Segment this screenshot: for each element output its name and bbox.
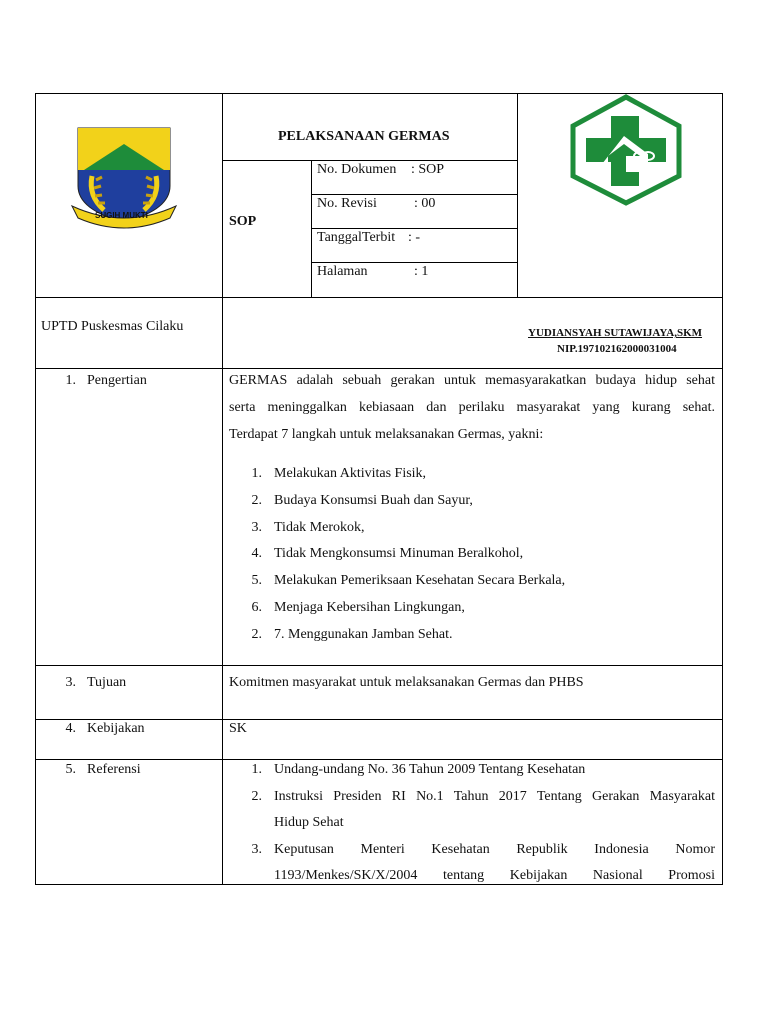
table-line — [222, 93, 223, 885]
field-label-no-revisi: No. Revisi — [317, 196, 377, 211]
field-label-tanggal-terbit: TanggalTerbit — [317, 230, 396, 245]
document-title: PELAKSANAAN GERMAS — [278, 129, 450, 144]
reference-number: 1. — [251, 762, 262, 777]
pengertian-line: GERMAS adalah sebuah gerakan untuk memasyarakatkan budaya hidup sehat — [229, 373, 715, 388]
list-item: Tidak Merokok, — [274, 520, 365, 535]
field-value-no-dokumen: : SOP — [411, 162, 445, 177]
reference-line: Instruksi Presiden RI No.1 Tahun 2017 Tentang Gerakan Masyarakat — [274, 789, 715, 804]
signatory-nip: NIP.197102162000031004 — [557, 343, 677, 355]
table-line — [517, 93, 518, 298]
list-item: Melakukan Pemeriksaan Kesehatan Secara Berkala, — [274, 573, 566, 588]
list-number: 1. — [251, 466, 262, 481]
list-item: Melakukan Aktivitas Fisik, — [274, 466, 427, 481]
field-label-halaman: Halaman — [317, 264, 368, 279]
list-item: Budaya Konsumsi Buah dan Sayur, — [274, 493, 473, 508]
table-line — [35, 884, 723, 885]
reference-line: Undang-undang No. 36 Tahun 2009 Tentang Kesehatan — [274, 762, 586, 777]
section-label-tujuan: Tujuan — [87, 675, 127, 690]
reference-line: 1193/Menkes/SK/X/2004 tentang Kebijakan Nasional Promosi — [274, 868, 715, 883]
signatory-name: YUDIANSYAH SUTAWIJAYA,SKM — [528, 327, 703, 339]
puskesmas-logo — [568, 94, 684, 206]
table-line — [35, 93, 36, 885]
tujuan-text: Komitmen masyarakat untuk melaksanakan Germas dan PHBS — [229, 675, 584, 690]
reference-number: 2. — [251, 789, 262, 804]
section-label-kebijakan: Kebijakan — [87, 721, 145, 736]
reference-line: Hidup Sehat — [274, 815, 344, 830]
field-value-tanggal-terbit: : - — [408, 230, 421, 245]
table-line — [35, 759, 723, 760]
list-number: 2. — [251, 627, 262, 642]
table-line — [35, 719, 723, 720]
field-value-halaman: : 1 — [414, 264, 429, 279]
sop-label: SOP — [229, 214, 257, 229]
table-line — [311, 194, 518, 195]
list-number: 5. — [251, 573, 262, 588]
field-label-no-dokumen: No. Dokumen — [317, 162, 397, 177]
list-item: Tidak Mengkonsumsi Minuman Beralkohol, — [274, 546, 524, 561]
section-number: 1. — [65, 373, 76, 388]
table-line — [311, 228, 518, 229]
kebijakan-text: SK — [229, 721, 247, 736]
list-item: 7. Menggunakan Jamban Sehat. — [274, 627, 453, 642]
list-number: 2. — [251, 493, 262, 508]
table-line — [35, 297, 723, 298]
section-number: 3. — [65, 675, 76, 690]
table-line — [222, 160, 518, 161]
section-label-pengertian: Pengertian — [87, 373, 147, 388]
reference-number: 3. — [251, 842, 262, 857]
list-item: Menjaga Kebersihan Lingkungan, — [274, 600, 465, 615]
table-line — [35, 368, 723, 369]
list-number: 6. — [251, 600, 262, 615]
table-line — [311, 160, 312, 297]
section-number: 4. — [65, 721, 76, 736]
pengertian-line: serta meninggalkan kebiasaan dan perilaku masyarakat yang kurang sehat. — [229, 400, 715, 415]
crest-motto: SUGIH MUKTI — [95, 211, 148, 220]
unit-name: UPTD Puskesmas Cilaku — [41, 319, 184, 334]
section-label-referensi: Referensi — [87, 762, 141, 777]
table-line — [311, 262, 518, 263]
pengertian-line: Terdapat 7 langkah untuk melaksanakan Germas, yakni: — [229, 427, 544, 442]
reference-line: Keputusan Menteri Kesehatan Republik Indonesia Nomor — [274, 842, 715, 857]
table-line — [35, 665, 723, 666]
list-number: 4. — [251, 546, 262, 561]
table-line — [722, 93, 723, 885]
section-number: 5. — [65, 762, 76, 777]
field-value-no-revisi: : 00 — [414, 196, 436, 211]
list-number: 3. — [251, 520, 262, 535]
